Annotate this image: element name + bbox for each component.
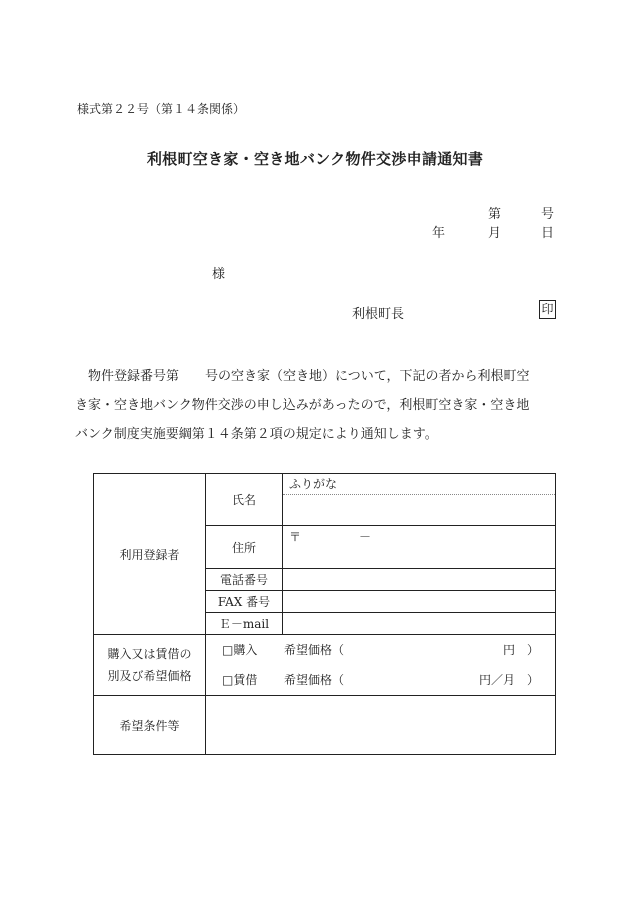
- buy-unit: 円 ）: [502, 643, 539, 657]
- number-go: 号: [541, 207, 555, 222]
- body-line-1: 物件登録番号第 号の空き家（空き地）について，下記の者から利根町空: [75, 369, 530, 384]
- purchase-label-line-2: 別及び希望価格: [107, 669, 192, 683]
- purchase-cell: [206, 635, 556, 696]
- purchase-label-line-1: 購入又は賃借の: [107, 647, 192, 661]
- body-paragraph: [75, 362, 557, 449]
- body-line-2: き家・空き地バンク物件交渉の申し込みがあったので，利根町空き家・空き地: [75, 398, 530, 413]
- addressee-suffix: 様: [212, 267, 226, 282]
- application-table: [93, 473, 556, 755]
- postal-mark: 〒: [289, 530, 302, 544]
- furigana-label: ふりがな: [283, 474, 555, 495]
- document-title: 利根町空き家・空き地バンク物件交渉申請通知書: [146, 150, 484, 168]
- seal-mark: 印: [539, 300, 556, 319]
- email-cell[interactable]: [283, 613, 556, 635]
- email-label: Ｅ－mail: [206, 613, 283, 635]
- date-day: 日: [541, 226, 555, 241]
- rent-option-row[interactable]: [206, 665, 555, 695]
- address-cell[interactable]: [283, 526, 556, 569]
- rent-checkbox[interactable]: □賃借: [222, 673, 258, 687]
- conditions-label: 希望条件等: [94, 696, 206, 755]
- address-label: 住所: [206, 526, 283, 569]
- phone-cell[interactable]: [283, 569, 556, 591]
- rent-unit: 円／月 ）: [478, 673, 539, 687]
- buy-option-row[interactable]: [206, 635, 555, 665]
- buy-checkbox[interactable]: □購入: [222, 643, 258, 657]
- purchase-label: [94, 635, 206, 696]
- form-number: 様式第２２号（第１４条関係）: [77, 102, 246, 116]
- body-line-3: バンク制度実施要綱第１４条第２項の規定により通知します。: [75, 427, 438, 442]
- sender-name: 利根町長: [352, 307, 405, 322]
- number-dai: 第: [488, 207, 502, 222]
- conditions-cell[interactable]: [206, 696, 556, 755]
- date-month: 月: [488, 226, 502, 241]
- buy-price-text: 希望価格（: [284, 643, 345, 657]
- applicant-label: 利用登録者: [94, 474, 206, 635]
- fax-cell[interactable]: [283, 591, 556, 613]
- name-cell[interactable]: [283, 474, 556, 526]
- fax-label: FAX 番号: [206, 591, 283, 613]
- phone-label: 電話番号: [206, 569, 283, 591]
- name-label: 氏名: [206, 474, 283, 526]
- rent-price-text: 希望価格（: [284, 673, 345, 687]
- postal-dash: －: [359, 530, 372, 544]
- date-year: 年: [432, 226, 446, 241]
